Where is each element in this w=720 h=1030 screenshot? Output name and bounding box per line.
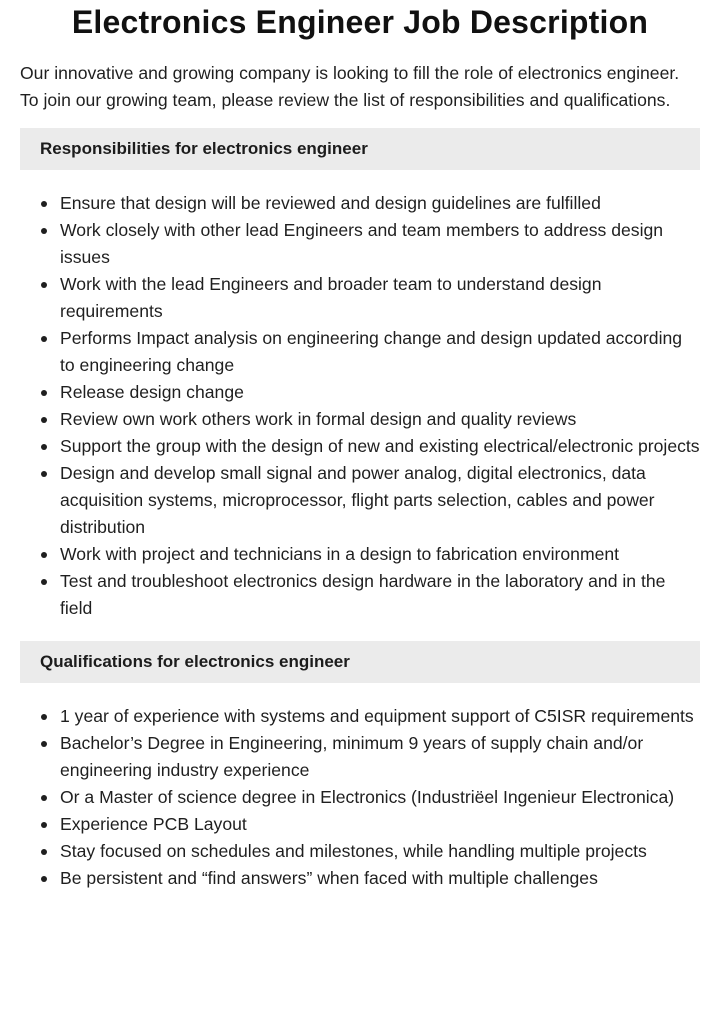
list-item-text: Release design change [60,382,244,402]
list-item-text: Be persistent and “find answers” when faced with multiple challenges [60,868,598,888]
list-item [60,838,700,865]
bullet-icon [41,336,47,342]
bullet-icon [41,201,47,207]
list-item-text: Support the group with the design of new and existing electrical/electronic projects [60,436,700,456]
bullet-icon [41,741,47,747]
page-title: Electronics Engineer Job Description [71,4,649,40]
bullet-icon [41,552,47,558]
list-item [60,379,700,406]
list-item-text: 1 year of experience with systems and equipment support of C5ISR requirements [60,706,694,726]
list-item [60,811,700,838]
list-item-text: Work with the lead Engineers and broader team to understand design requirements [60,274,602,321]
responsibilities-list [20,190,700,622]
list-item [60,325,700,379]
list-item [60,865,700,892]
list-item [60,784,700,811]
list-item-text: Design and develop small signal and power analog, digital electronics, data acquisition systems, microprocessor, flight parts selection, cables and power distribution [60,463,655,537]
list-item-text: Review own work others work in formal design and quality reviews [60,409,577,429]
list-item-text: Ensure that design will be reviewed and design guidelines are fulfilled [60,193,601,213]
list-item-text: Stay focused on schedules and milestones, while handling multiple projects [60,841,647,861]
bullet-icon [41,282,47,288]
list-item [60,568,700,622]
list-item [60,433,700,460]
responsibilities-heading: Responsibilities for electronics engineer [20,128,700,170]
list-item-text: Performs Impact analysis on engineering change and design updated according to engineering change [60,328,683,375]
qualifications-heading: Qualifications for electronics engineer [20,641,700,683]
list-item [60,190,700,217]
list-item [60,541,700,568]
bullet-icon [41,444,47,450]
bullet-icon [41,579,47,585]
bullet-icon [41,795,47,801]
bullet-icon [41,849,47,855]
bullet-icon [41,822,47,828]
bullet-icon [41,390,47,396]
bullet-icon [41,471,47,477]
list-item-text: Work closely with other lead Engineers and team members to address design issues [60,220,664,267]
bullet-icon [41,417,47,423]
intro-paragraph: Our innovative and growing company is looking to fill the role of electronics engineer. To join our growing team, please review the list of responsibilities and qualifications. [20,63,680,110]
list-item-text: Work with project and technicians in a design to fabrication environment [60,544,620,564]
list-item [60,460,700,541]
qualifications-list [20,703,700,892]
section-spacer [20,622,700,641]
list-item-text: Test and troubleshoot electronics design hardware in the laboratory and in the field [60,571,666,618]
list-item-text: Experience PCB Layout [60,814,247,834]
list-item [60,703,700,730]
list-item [60,217,700,271]
bullet-icon [41,228,47,234]
list-item [60,271,700,325]
list-item [60,730,700,784]
bullet-icon [41,876,47,882]
list-item [60,406,700,433]
bullet-icon [41,714,47,720]
list-item-text: Bachelor’s Degree in Engineering, minimum 9 years of supply chain and/or engineering industry experience [60,733,644,780]
list-item-text: Or a Master of science degree in Electronics (Industriëel Ingenieur Electronica) [60,787,675,807]
